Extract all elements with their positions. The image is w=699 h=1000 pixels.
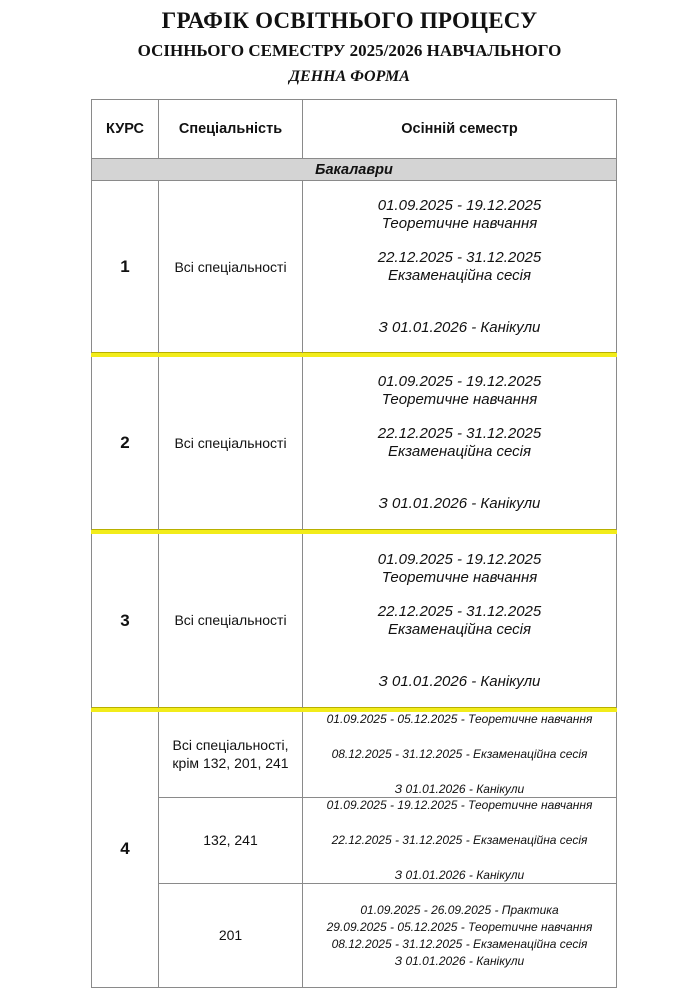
specialty-cell: 201 [159, 884, 303, 988]
table-row [92, 798, 617, 884]
course-number: 3 [92, 532, 159, 710]
header-semester: Осінній семестр [303, 100, 617, 159]
theory-label: Теоретичне навчання [381, 214, 538, 232]
holidays: З 01.01.2026 - Канікули [394, 781, 525, 796]
holidays: З 01.01.2026 - Канікули [378, 672, 541, 690]
semester-cell [303, 532, 617, 710]
specialty-cell: Всі спеціальності [159, 181, 303, 355]
table-row [92, 884, 617, 988]
header-course: КУРС [92, 100, 159, 159]
theory-dates: 01.09.2025 - 19.12.2025 [377, 196, 542, 214]
exam-dates: 22.12.2025 - 31.12.2025 [377, 425, 542, 442]
exam-label: Екзаменаційна сесія [388, 443, 531, 460]
theory-period: 01.09.2025 - 05.12.2025 - Теоретичне навчання [326, 711, 593, 726]
semester-cell [303, 181, 617, 355]
semester-cell [303, 884, 617, 988]
course-number: 4 [92, 710, 159, 988]
header-specialty: Спеціальність [159, 100, 303, 159]
theory-label: Теоретичне навчання [381, 568, 538, 586]
section-row [92, 159, 617, 181]
practice-period: 01.09.2025 - 26.09.2025 - Практика [360, 902, 559, 917]
document-subtitle: ОСІННЬОГО СЕМЕСТРУ 2025/2026 НАВЧАЛЬНОГО [137, 41, 562, 60]
exam-period: 08.12.2025 - 31.12.2025 - Екзаменаційна сесія [331, 936, 588, 951]
course-number: 1 [92, 181, 159, 355]
holidays: З 01.01.2026 - Канікули [378, 318, 541, 336]
study-form-label: ДЕННА ФОРМА [289, 68, 410, 85]
exam-dates: 22.12.2025 - 31.12.2025 [377, 602, 542, 620]
table-row [92, 181, 617, 355]
specialty-line: крім 132, 201, 241 [172, 755, 289, 772]
theory-period: 01.09.2025 - 19.12.2025 - Теоретичне навчання [326, 798, 593, 812]
theory-period: 29.09.2025 - 05.12.2025 - Теоретичне навчання [326, 919, 593, 934]
semester-cell [303, 798, 617, 884]
table-header-row [92, 100, 617, 159]
theory-dates: 01.09.2025 - 19.12.2025 [377, 373, 542, 390]
holidays: З 01.01.2026 - Канікули [394, 953, 525, 968]
theory-dates: 01.09.2025 - 19.12.2025 [377, 550, 542, 568]
specialty-cell: 132, 241 [159, 798, 303, 884]
document-title: ГРАФІК ОСВІТНЬОГО ПРОЦЕСУ [161, 8, 538, 33]
specialty-cell [159, 710, 303, 798]
table-row [92, 355, 617, 532]
specialty-cell: Всі спеціальності [159, 532, 303, 710]
schedule-table [91, 99, 617, 988]
exam-period: 22.12.2025 - 31.12.2025 - Екзаменаційна сесія [331, 833, 588, 847]
specialty-cell: Всі спеціальності [159, 355, 303, 532]
exam-dates: 22.12.2025 - 31.12.2025 [377, 248, 542, 266]
holidays: З 01.01.2026 - Канікули [378, 495, 541, 512]
specialty-line: Всі спеціальності, [172, 737, 289, 754]
exam-label: Екзаменаційна сесія [388, 266, 531, 284]
theory-label: Теоретичне навчання [381, 391, 538, 408]
exam-period: 08.12.2025 - 31.12.2025 - Екзаменаційна сесія [331, 746, 588, 761]
table-row [92, 532, 617, 710]
holidays: З 01.01.2026 - Канікули [394, 868, 525, 882]
semester-cell [303, 355, 617, 532]
exam-label: Екзаменаційна сесія [388, 620, 531, 638]
section-bachelors: Бакалаври [92, 159, 617, 181]
course-number: 2 [92, 355, 159, 532]
table-row [92, 710, 617, 798]
semester-cell [303, 710, 617, 798]
